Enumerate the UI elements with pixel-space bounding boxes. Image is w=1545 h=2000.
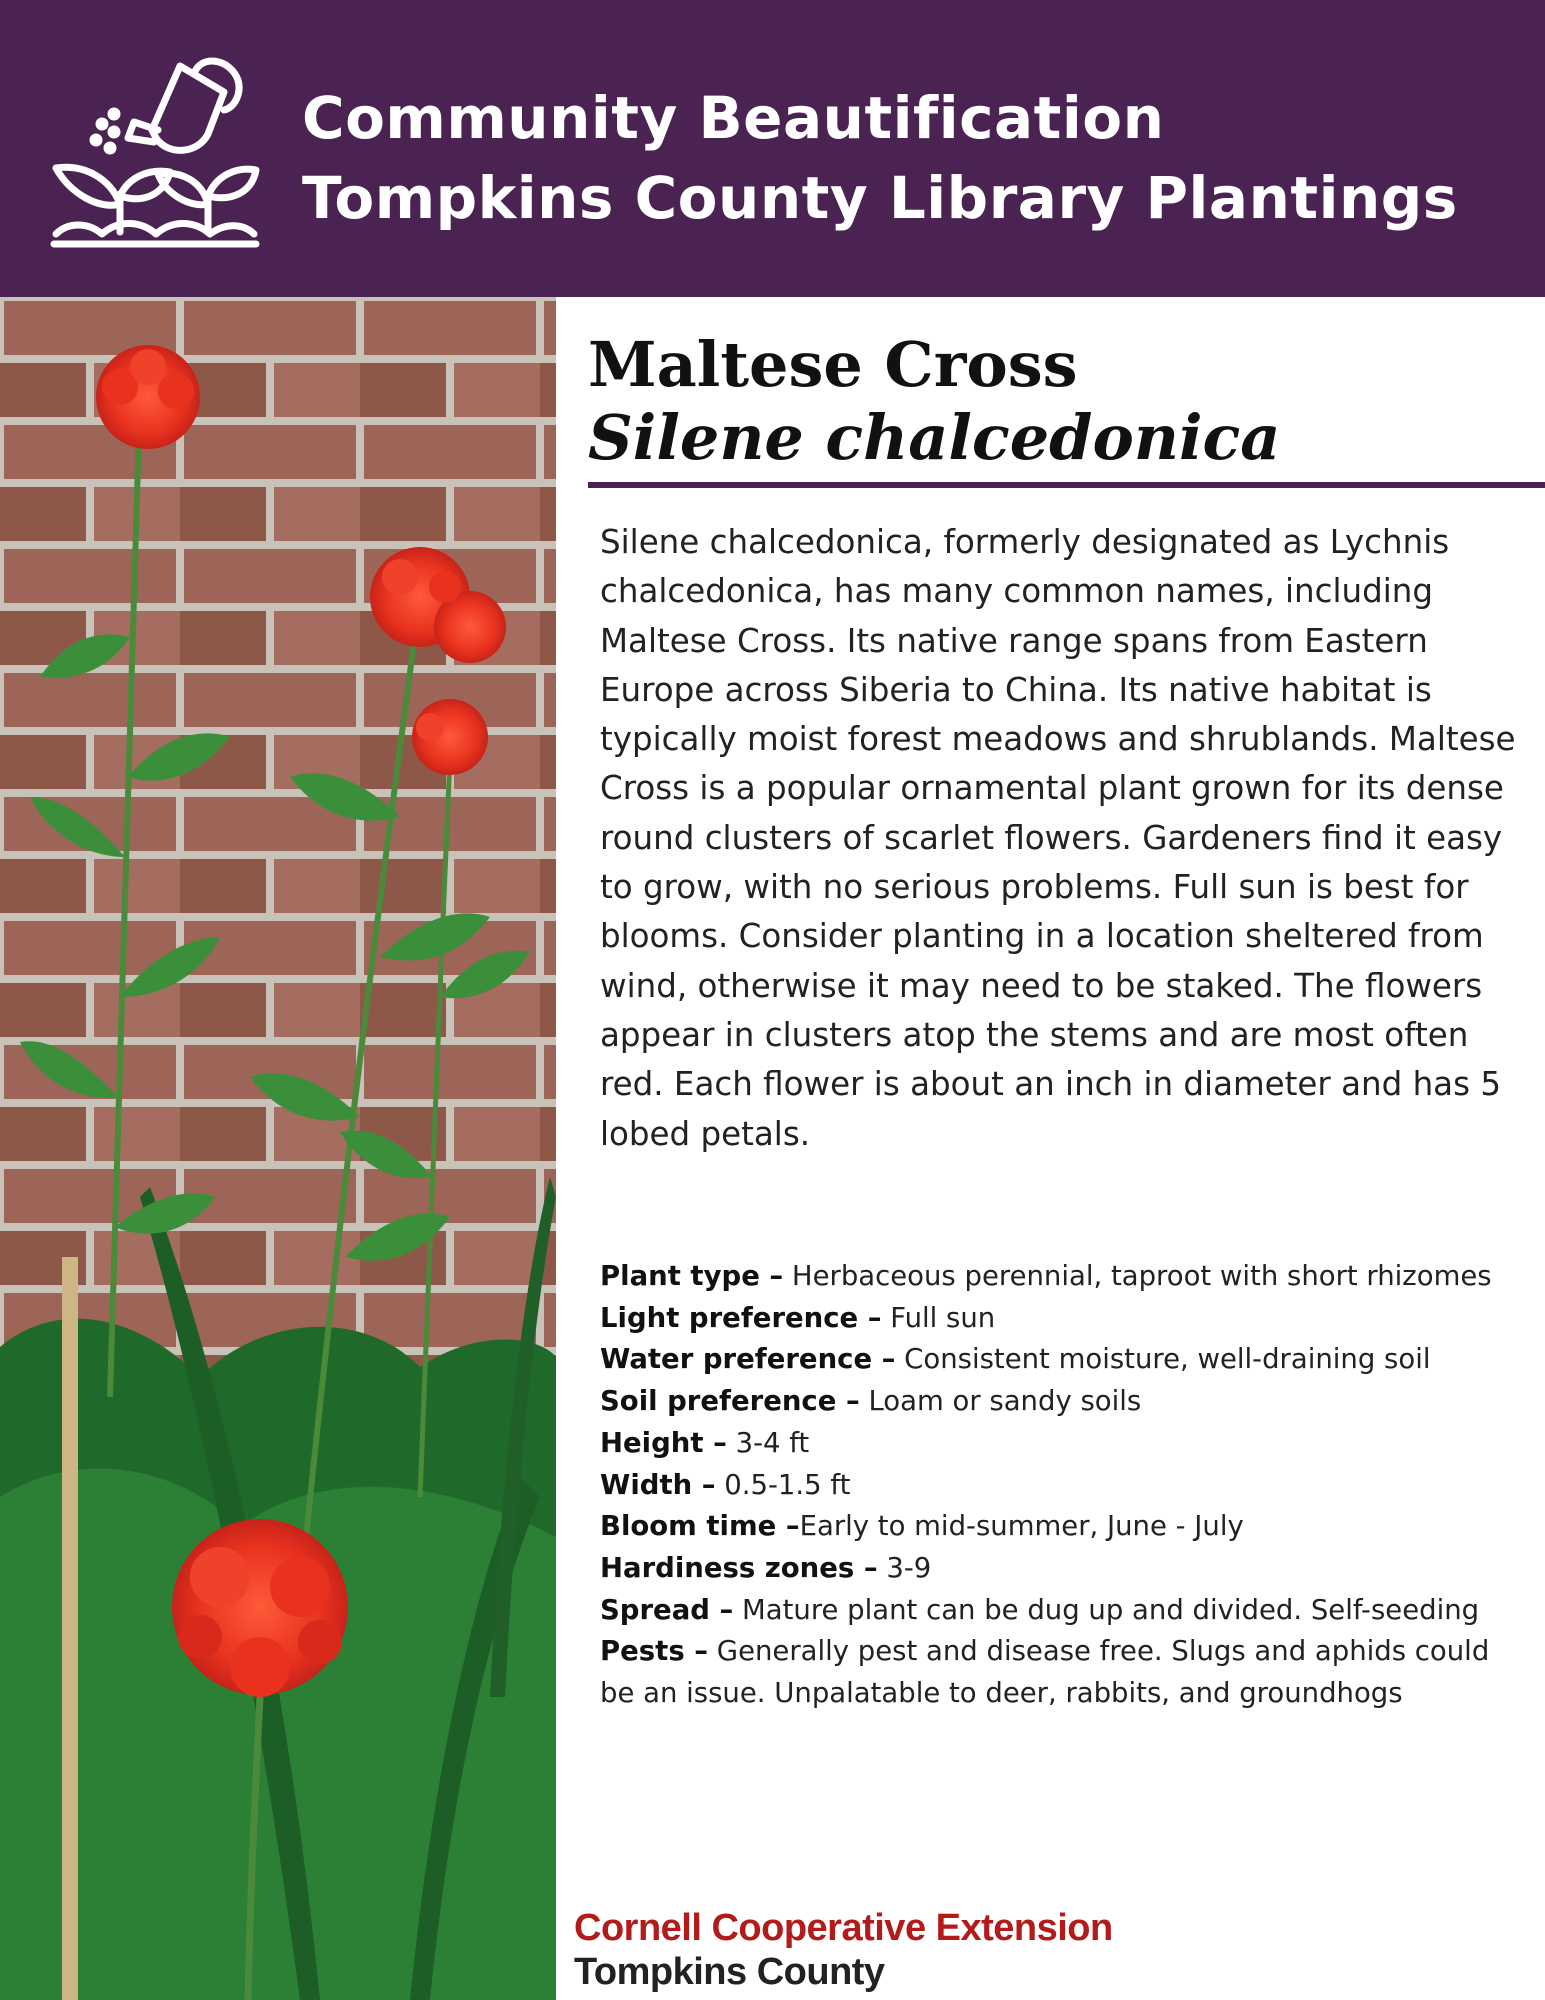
plant-heading [588,330,1545,476]
fact-value: Full sun [881,1301,996,1334]
flower-cluster-lower [412,699,488,775]
watering-can-seedlings-icon [48,44,260,256]
header-banner [0,0,1545,297]
fact-value: Early to mid-summer, June - July [799,1510,1244,1543]
fact-soil-preference [600,1381,1500,1423]
fact-value: 0.5-1.5 ft [715,1468,851,1501]
fact-spread [600,1590,1500,1632]
fact-value: 3-9 [877,1551,932,1584]
plant-facts-list [600,1256,1500,1715]
description-text: Silene chalcedonica, formerly designated as Lychnis chalcedonica, has many common names, including Maltese Cross. Its native range spans from Eastern Europe across Siberia to China. Its native habitat is typically moist forest meadows and shrublands. Maltese Cross is a popular ornamental plant grown for its dense round clusters of scarlet flowers. Gardeners find it easy to grow, with no serious problems. Full sun is best for blooms. Consider planting in a location sheltered from wind, otherwise it may need to be staked. The flowers appear in clusters atop the stems and are most often red. Each flower is about an inch in diameter and has 5 lobed petals. [600,523,1516,1153]
heading-divider [588,482,1545,488]
fact-height [600,1423,1500,1465]
scientific-name: Silene chalcedonica [588,401,1281,474]
fact-hardiness-zones [600,1548,1500,1590]
title-line-1: Community Beautification [302,84,1165,152]
fact-label: Light preference – [600,1301,882,1334]
fact-value: 3-4 ft [726,1426,810,1459]
fact-label: Height – [600,1426,727,1459]
fact-label: Plant type – [600,1260,784,1292]
common-name: Maltese Cross [588,328,1078,401]
fact-value: Generally pest and disease free. Slugs and aphids could be an issue. Unpalatable to deer, rabbits, and groundhogs [600,1635,1490,1710]
fact-label: Soil preference – [600,1385,860,1418]
page-title [302,78,1458,238]
fact-label: Pests – [600,1635,709,1668]
fact-width [600,1465,1500,1507]
title-line-2: Tompkins County Library Plantings [302,164,1458,232]
flower-cluster-top [96,345,200,449]
fact-plant-type [600,1256,1500,1298]
fact-label: Bloom time – [600,1510,800,1543]
plant-photo [0,297,556,2000]
fact-label: Width – [600,1468,716,1501]
fact-light-preference [600,1298,1500,1340]
footer-county: Tompkins County [574,1951,885,1993]
fact-pests [600,1631,1500,1714]
fact-value: Consistent moisture, well-draining soil [895,1343,1431,1376]
fact-value: Herbaceous perennial, taproot with short rhizomes [783,1260,1492,1292]
fact-label: Spread – [600,1593,734,1626]
footer-organization: Cornell Cooperative Extension [574,1907,1113,1949]
fact-value: Mature plant can be dug up and divided. Self-seeding [733,1593,1480,1626]
fact-bloom-time [600,1506,1500,1548]
fact-water-preference [600,1339,1500,1381]
fact-label: Hardiness zones – [600,1551,878,1584]
fact-label: Water preference – [600,1343,896,1376]
plant-description [600,518,1520,1159]
fact-value: Loam or sandy soils [859,1385,1142,1418]
